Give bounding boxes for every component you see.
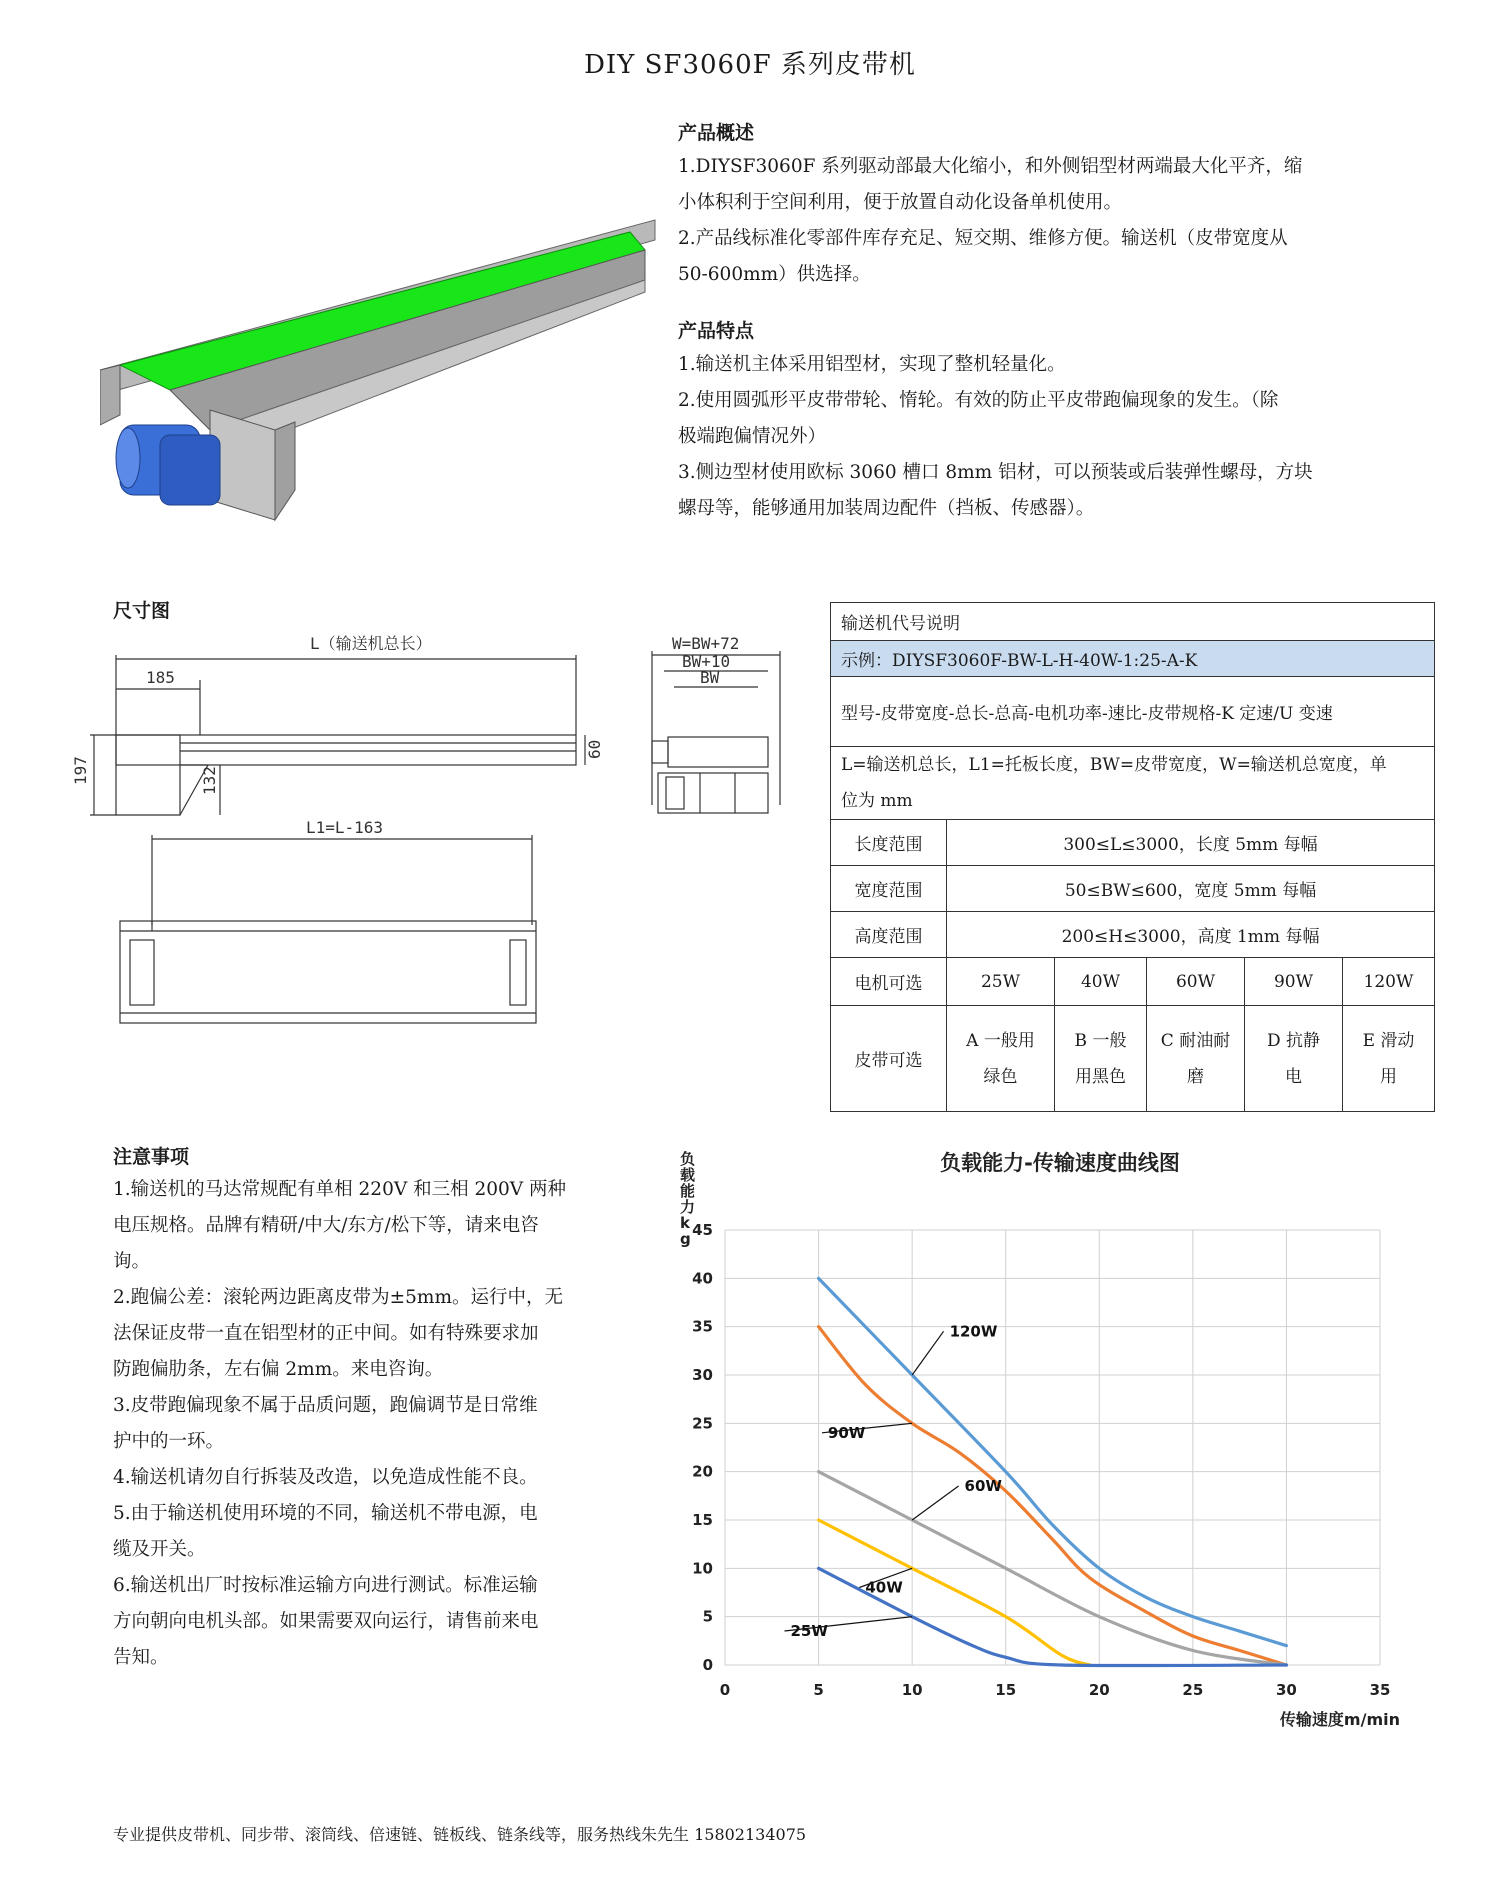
spec-definitions-line: L=输送机总长，L1=托板长度，BW=皮带宽度，W=输送机总宽度，单 [841,755,1387,775]
belt-option-line: D 抗静 [1266,1030,1321,1051]
features-line: 2.使用圆弧形平皮带带轮、惰轮。有效的防止平皮带跑偏现象的发生。（除 [678,390,1279,411]
chart-series-labels [785,1322,1003,1640]
dim-l1: L1=L-163 [306,818,384,837]
note-line: 方向朝向电机头部。如果需要双向运行，请售前来电 [113,1611,539,1632]
width-range-value: 50≤BW≤600，宽度 5mm 每幅 [947,866,1435,912]
callout-line [912,1331,943,1375]
overview-line: 1.DIYSF3060F 系列驱动部最大化缩小，和外侧铝型材两端最大化平齐，缩 [678,156,1303,177]
chart-x-ticks [720,1681,1391,1699]
length-range-value: 300≤L≤3000，长度 5mm 每幅 [947,820,1435,866]
series-label: 120W [949,1322,998,1341]
belt-option-line: 电 [1285,1066,1302,1087]
features-line: 3.侧边型材使用欧标 3060 槽口 8mm 铝材，可以预装或后装弹性螺母，方块 [678,462,1313,483]
dim-width-w: W=BW+72 [672,634,740,653]
chart-grid [725,1230,1380,1665]
y-tick-label: 15 [692,1511,713,1529]
note-line: 护中的一环。 [113,1431,225,1452]
features-line: 极端跑偏情况外） [678,426,827,447]
chart-y-ticks [692,1221,713,1674]
belt-option-line: 用黑色 [1075,1066,1126,1087]
belt-option-line: 绿色 [983,1066,1018,1087]
conveyor-product-image [100,200,680,530]
note-line: 告知。 [113,1647,169,1668]
notes-heading: 注意事项 [113,1146,190,1168]
belt-option [1343,1006,1435,1112]
spec-definitions [831,747,1435,820]
height-range-label: 高度范围 [831,912,947,958]
load-speed-chart [660,1140,1420,1730]
spec-table-header: 输送机代号说明 [831,603,1435,641]
belt-option-line: E 滑动 [1362,1030,1415,1051]
spec-example: 示例：DIYSF3060F-BW-L-H-40W-1:25-A-K [831,641,1435,677]
y-tick-label: 40 [692,1269,713,1288]
dimension-drawing [60,625,800,1065]
note-line: 3.皮带跑偏现象不属于品质问题，跑偏调节是日常维 [113,1395,538,1416]
overview-line: 小体积利于空间利用，便于放置自动化设备单机使用。 [678,192,1123,213]
chart-y-axis-label: 负载能力 k g [680,1150,696,1248]
series-label: 60W [964,1477,1002,1495]
note-line: 防跑偏肋条，左右偏 2mm。来电咨询。 [113,1359,444,1380]
footer-contact: 专业提供皮带机、同步带、滚筒线、倍速链、链板线、链条线等，服务热线朱先生 15802134075 [113,1825,807,1844]
x-tick-label: 25 [1182,1681,1204,1699]
y-tick-label: 0 [702,1656,713,1674]
dim-width-bw: BW [700,668,720,687]
belt-option-line: C 耐油耐 [1160,1030,1231,1051]
motor-option: 40W [1055,958,1147,1006]
x-tick-label: 5 [813,1681,824,1699]
y-tick-label: 25 [692,1414,713,1433]
x-tick-label: 10 [901,1681,923,1699]
product-features [678,316,1398,527]
note-line: 询。 [113,1251,151,1272]
x-tick-label: 20 [1088,1681,1110,1699]
series-label: 25W [790,1622,828,1640]
height-range-value: 200≤H≤3000，高度 1mm 每幅 [947,912,1435,958]
note-line: 5.由于输送机使用环境的不同，输送机不带电源，电 [113,1503,538,1524]
belt-option-line: A 一般用 [966,1030,1035,1051]
length-range-label: 长度范围 [831,820,947,866]
x-tick-label: 0 [719,1681,731,1699]
overview-line: 50-600mm）供选择。 [678,264,871,285]
chart-x-axis-label: 传输速度m/min [1279,1710,1400,1729]
note-line: 电压规格。品牌有精研/中大/东方/松下等，请来电咨 [113,1215,539,1236]
spec-table [830,602,1435,1112]
y-tick-label: 10 [692,1559,713,1578]
belt-option-line: B 一般 [1074,1030,1127,1051]
dim-185: 185 [146,668,175,687]
spec-model-desc: 型号-皮带宽度-总长-总高-电机功率-速比-皮带规格-K 定速/U 变速 [831,677,1435,747]
motor-option: 90W [1245,958,1343,1006]
series-label: 40W [865,1578,903,1597]
dim-total-length: L（输送机总长） [310,634,432,653]
belt-option [1147,1006,1245,1112]
motor-option: 120W [1343,958,1435,1006]
note-line: 1.输送机的马达常规配有单相 220V 和三相 200V 两种 [113,1179,567,1200]
dimension-heading: 尺寸图 [113,600,171,622]
page-title: DIY SF3060F 系列皮带机 [584,50,916,80]
dim-width-bw10: BW+10 [682,652,731,671]
belt-option [1055,1006,1147,1112]
x-tick-label: 30 [1275,1681,1297,1699]
overview-heading: 产品概述 [678,122,755,144]
y-tick-label: 35 [692,1317,713,1336]
y-tick-label: 5 [702,1607,713,1626]
note-line: 缆及开关。 [113,1539,206,1560]
y-tick-label: 30 [692,1366,713,1384]
features-heading: 产品特点 [678,320,755,342]
dim-60: 60 [585,739,604,759]
product-overview [678,118,1398,293]
note-line: 4.输送机请勿自行拆装及改造，以免造成性能不良。 [113,1467,538,1488]
belt-options-label: 皮带可选 [831,1006,947,1112]
belt-option [1245,1006,1343,1112]
features-line: 1.输送机主体采用铝型材，实现了整机轻量化。 [678,354,1066,375]
notes-list [113,1172,633,1676]
spec-definitions-line: 位为 mm [841,791,913,811]
y-tick-label: 45 [692,1221,713,1239]
features-line: 螺母等，能够通用加装周边配件（挡板、传感器）。 [678,498,1095,519]
motor-option: 60W [1147,958,1245,1006]
belt-option-line: 用 [1380,1066,1398,1087]
motor-options-label: 电机可选 [831,958,947,1006]
note-line: 2.跑偏公差：滚轮两边距离皮带为±5mm。运行中，无 [113,1287,564,1308]
width-range-label: 宽度范围 [831,866,947,912]
belt-option-line: 磨 [1187,1066,1204,1087]
motor-option: 25W [947,958,1055,1006]
callout-line [912,1486,958,1520]
series-line-90w [819,1327,1287,1665]
note-line: 法保证皮带一直在铝型材的正中间。如有特殊要求加 [113,1323,539,1344]
x-tick-label: 15 [995,1681,1017,1699]
dim-197: 197 [71,756,90,785]
y-tick-label: 20 [692,1462,713,1481]
x-tick-label: 35 [1369,1681,1391,1699]
chart-title: 负载能力-传输速度曲线图 [940,1151,1180,1175]
series-label: 90W [827,1423,866,1442]
note-line: 6.输送机出厂时按标准运输方向进行测试。标准运输 [113,1575,538,1596]
overview-line: 2.产品线标准化零部件库存充足、短交期、维修方便。输送机（皮带宽度从 [678,228,1288,249]
belt-option [947,1006,1055,1112]
dim-132: 132 [200,766,219,795]
